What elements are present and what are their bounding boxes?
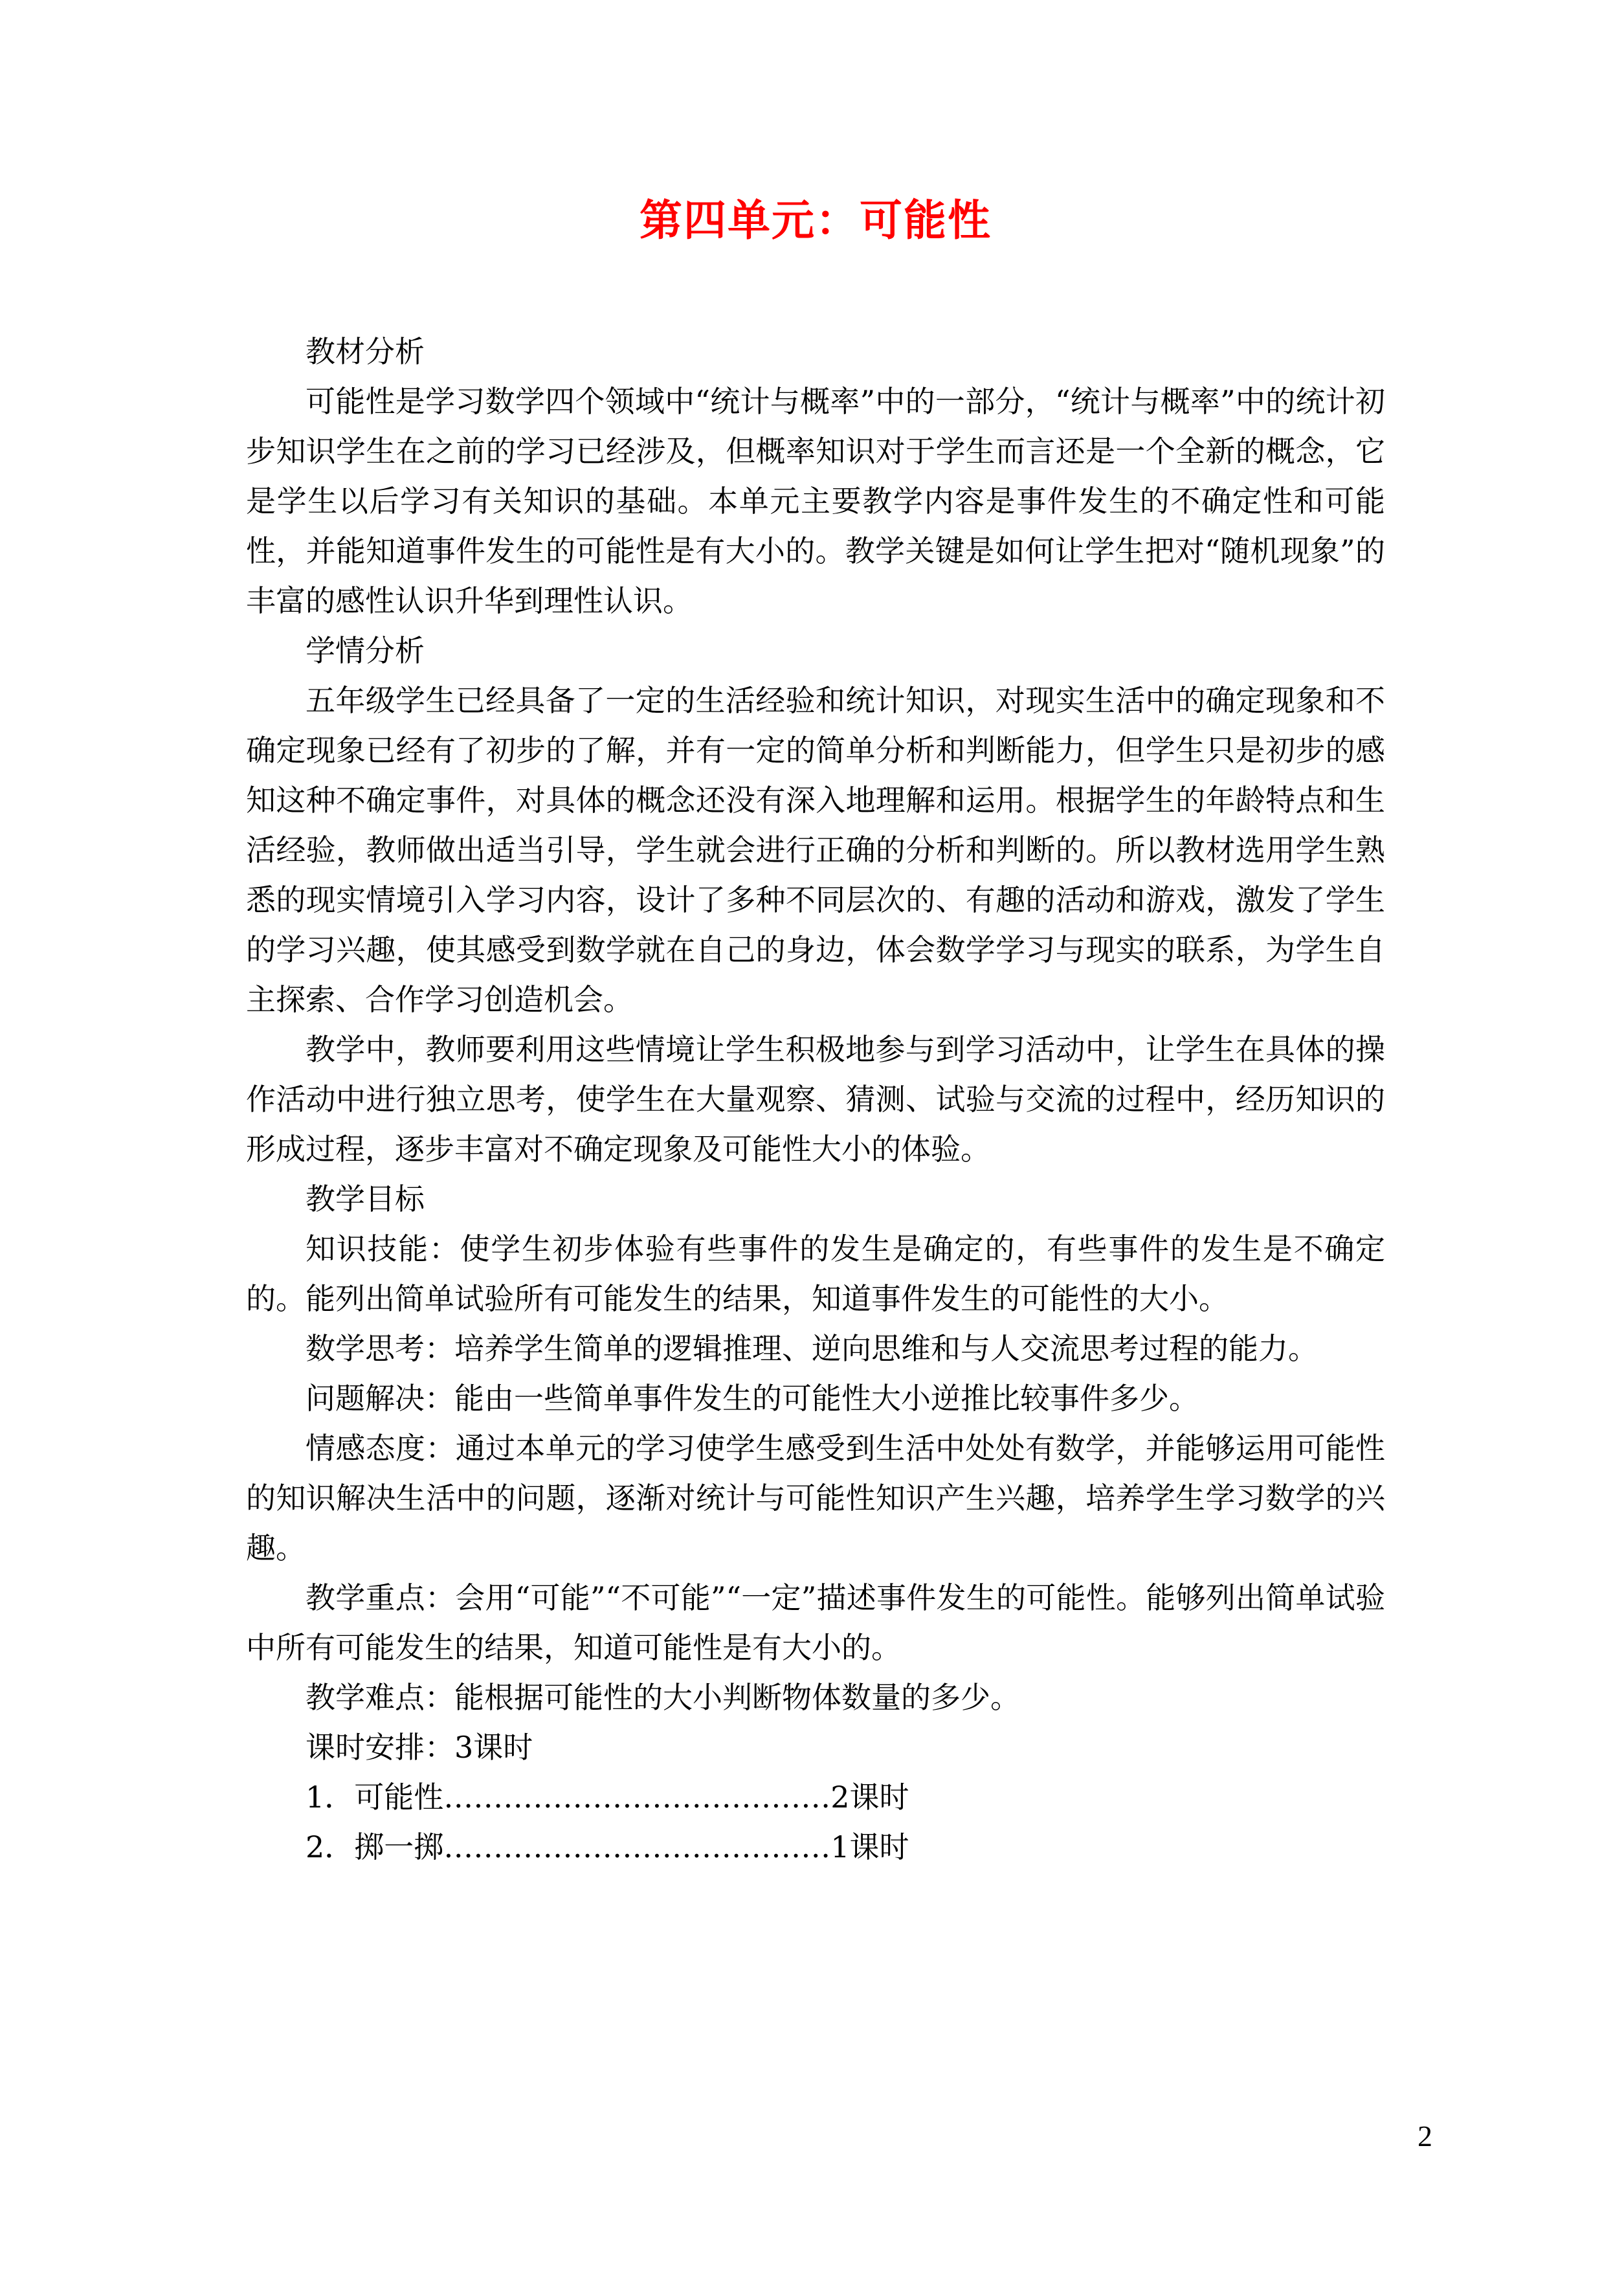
heading-textbook-analysis: 教材分析 [306,334,425,369]
heading-student-analysis: 学情分析 [306,633,425,668]
paragraph-attitude: 情感态度：通过本单元的学习使学生感受到生活中处处有数学，并能够运用可能性的知识解决生活中的问题，逐渐对统计与可能性知识产生兴趣，培养学生学习数学的兴趣。 [246,1431,1385,1565]
paragraph-knowledge-skills: 知识技能：使学生初步体验有些事件的发生是确定的，有些事件的发生是不确定的。能列出简单试验所有可能发生的结果，知道事件发生的可能性的大小。 [246,1231,1385,1316]
paragraph-textbook-analysis: 可能性是学习数学四个领域中“统计与概率”中的一部分，“统计与概率”中的统计初步知识学生在之前的学习已经涉及，但概率知识对于学生而言还是一个全新的概念，它是学生以后学习有关知识的基础。本单元主要教学内容是事件发生的不确定性和可能性，并能知道事件发生的可能性是有大小的。教学关键是如何让学生把对“随机现象”的丰富的感性认识升华到理性认识。 [246,384,1385,618]
list-item-lesson-1: 1．可能性…………………………………2课时 [306,1780,909,1815]
paragraph-schedule: 课时安排：3课时 [306,1730,533,1765]
paragraph-math-thinking: 数学思考：培养学生简单的逻辑推理、逆向思维和与人交流思考过程的能力。 [306,1331,1318,1366]
paragraph-teaching: 教学中，教师要利用这些情境让学生积极地参与到学习活动中，让学生在具体的操作活动中进行独立思考，使学生在大量观察、猜测、试验与交流的过程中，经历知识的形成过程，逐步丰富对不确定现象及可能性大小的体验。 [246,1032,1385,1167]
paragraph-difficulties: 教学难点：能根据可能性的大小判断物体数量的多少。 [306,1680,1020,1715]
paragraph-problem-solving: 问题解决：能由一些简单事件发生的可能性大小逆推比较事件多少。 [306,1381,1199,1416]
paragraph-student-analysis: 五年级学生已经具备了一定的生活经验和统计知识，对现实生活中的确定现象和不确定现象已经有了初步的了解，并有一定的简单分析和判断能力，但学生只是初步的感知这种不确定事件，对具体的概念还没有深入地理解和运用。根据学生的年龄特点和生活经验，教师做出适当引导，学生就会进行正确的分析和判断的。所以教材选用学生熟悉的现实情境引入学习内容，设计了多种不同层次的、有趣的活动和游戏，激发了学生的学习兴趣，使其感受到数学就在自己的身边，体会数学学习与现实的联系，为学生自主探索、合作学习创造机会。 [246,683,1385,1017]
heading-teaching-goals: 教学目标 [306,1181,425,1216]
page-number: 2 [1418,2120,1432,2153]
list-item-lesson-2: 2．掷一掷…………………………………1课时 [306,1829,909,1864]
document-title: 第四单元：可能性 [640,195,992,245]
paragraph-key-points: 教学重点：会用“可能”“不可能”“一定”描述事件发生的可能性。能够列出简单试验中所有可能发生的结果，知道可能性是有大小的。 [246,1580,1385,1665]
document-body [246,327,1385,1872]
